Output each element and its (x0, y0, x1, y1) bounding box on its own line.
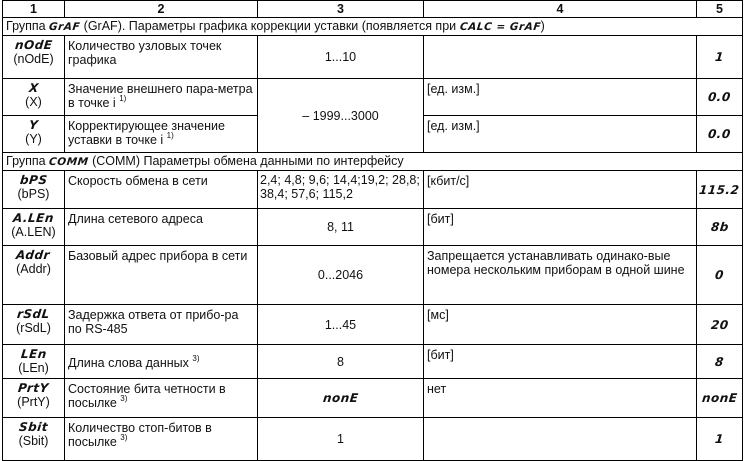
param-row-bps (3, 171, 743, 209)
seg-code-comm: COMM (48, 156, 90, 168)
parameter-table-page (2, 0, 742, 454)
group-title-graf: Группа GrAF (GrAF). Параметры графика коррекции уставки (появляется при CALC = GrAF) (3, 18, 743, 36)
param-row-node (3, 36, 743, 79)
param-row-len (3, 345, 743, 379)
param-description: Состояние бита четности в посылке $^{3)}$ (65, 379, 258, 418)
param-default: 0.0 (697, 116, 743, 153)
param-default: nonE (697, 379, 743, 418)
param-range: 2,4; 4,8; 9,6; 14,4;19,2; 28,8; 38,4; 57,6; 115,2 (258, 171, 424, 209)
seg-cond-calc: CALC = GrAF (458, 21, 542, 33)
param-note: [бит] (424, 345, 697, 379)
param-range: 8, 11 (258, 209, 424, 246)
param-row-prty (3, 379, 743, 418)
param-range: nonE (258, 379, 424, 418)
param-range: 8 (258, 345, 424, 379)
param-default: 20 (697, 305, 743, 345)
seg-code-graf: GrAF (48, 21, 81, 33)
seg-display-sbit: Sbit (18, 420, 49, 434)
param-description: Скорость обмена в сети (65, 171, 258, 209)
seg-display-alen: A.LEn (12, 211, 55, 225)
param-row-rsdl (3, 305, 743, 345)
param-description: Значение внешнего пара-метра в точке i $^{1)}$ (65, 79, 258, 116)
param-note: нет (424, 379, 697, 418)
param-code: Sbit (Sbit) (3, 418, 65, 461)
param-code: A.LEn (A.LEN) (3, 209, 65, 246)
col-header-2: 2 (65, 1, 258, 18)
param-code: LEn (LEn) (3, 345, 65, 379)
group-row-graf (3, 18, 743, 36)
col-header-3: 3 (258, 1, 424, 18)
param-note: [кбит/с] (424, 171, 697, 209)
seg-display-len: LEn (19, 347, 48, 361)
param-default: 8 (697, 345, 743, 379)
param-note: [бит] (424, 209, 697, 246)
param-code: PrtY (PrtY) (3, 379, 65, 418)
param-row-sbit (3, 418, 743, 461)
param-range: 1 (258, 418, 424, 461)
col-header-5: 5 (697, 1, 743, 18)
param-code: bPS (bPS) (3, 171, 65, 209)
param-note: [ед. изм.] (424, 79, 697, 116)
param-description: Количество стоп-битов в посылке $^{3)}$ (65, 418, 258, 461)
param-note: [мс] (424, 305, 697, 345)
col-header-1: 1 (3, 1, 65, 18)
param-description: Количество узловых точек графика (65, 36, 258, 79)
param-note (424, 418, 697, 461)
seg-display-y: Y (28, 118, 39, 132)
header-row (3, 1, 743, 18)
param-description: Длина слова данных $^{3)}$ (65, 345, 258, 379)
param-description: Корректирующее значение уставки в точке i $^{1)}$ (65, 116, 258, 153)
param-default: 0.0 (697, 79, 743, 116)
param-default: 1 (697, 418, 743, 461)
param-range: 1...10 (258, 36, 424, 79)
parameter-table (2, 0, 743, 461)
param-default: 1 (697, 36, 743, 79)
param-code: X (X) (3, 79, 65, 116)
param-default: 115.2 (697, 171, 743, 209)
param-code: Addr (Addr) (3, 246, 65, 305)
param-row-x (3, 79, 743, 116)
param-default: 8b (697, 209, 743, 246)
param-description: Задержка ответа от прибо-ра по RS-485 (65, 305, 258, 345)
seg-display-x: X (27, 81, 40, 95)
param-note: Запрещается устанавливать одинако-вые номера нескольким приборам в одной шине (424, 246, 697, 305)
param-default: 0 (697, 246, 743, 305)
seg-display-bps: bPS (18, 173, 49, 187)
param-description: Длина сетевого адреса (65, 209, 258, 246)
param-row-alen (3, 209, 743, 246)
param-range: 1...45 (258, 305, 424, 345)
group-title-comm: Группа COMM (COMM) Параметры обмена данными по интерфейсу (3, 153, 743, 171)
param-code: Y (Y) (3, 116, 65, 153)
seg-display-rsdl: rSdL (16, 307, 51, 321)
param-row-addr (3, 246, 743, 305)
param-range-shared: – 1999...3000 (258, 79, 424, 153)
param-range: 0...2046 (258, 246, 424, 305)
param-code: rSdL (rSdL) (3, 305, 65, 345)
param-description: Базовый адрес прибора в сети (65, 246, 258, 305)
seg-display-addr: Addr (15, 248, 52, 262)
param-note (424, 36, 697, 79)
param-code: nOdE (nOdE) (3, 36, 65, 79)
group-row-comm (3, 153, 743, 171)
param-note: [ед. изм.] (424, 116, 697, 153)
seg-display-prty: PrtY (17, 381, 50, 395)
seg-display-node: nOdE (13, 38, 54, 52)
col-header-4: 4 (424, 1, 697, 18)
